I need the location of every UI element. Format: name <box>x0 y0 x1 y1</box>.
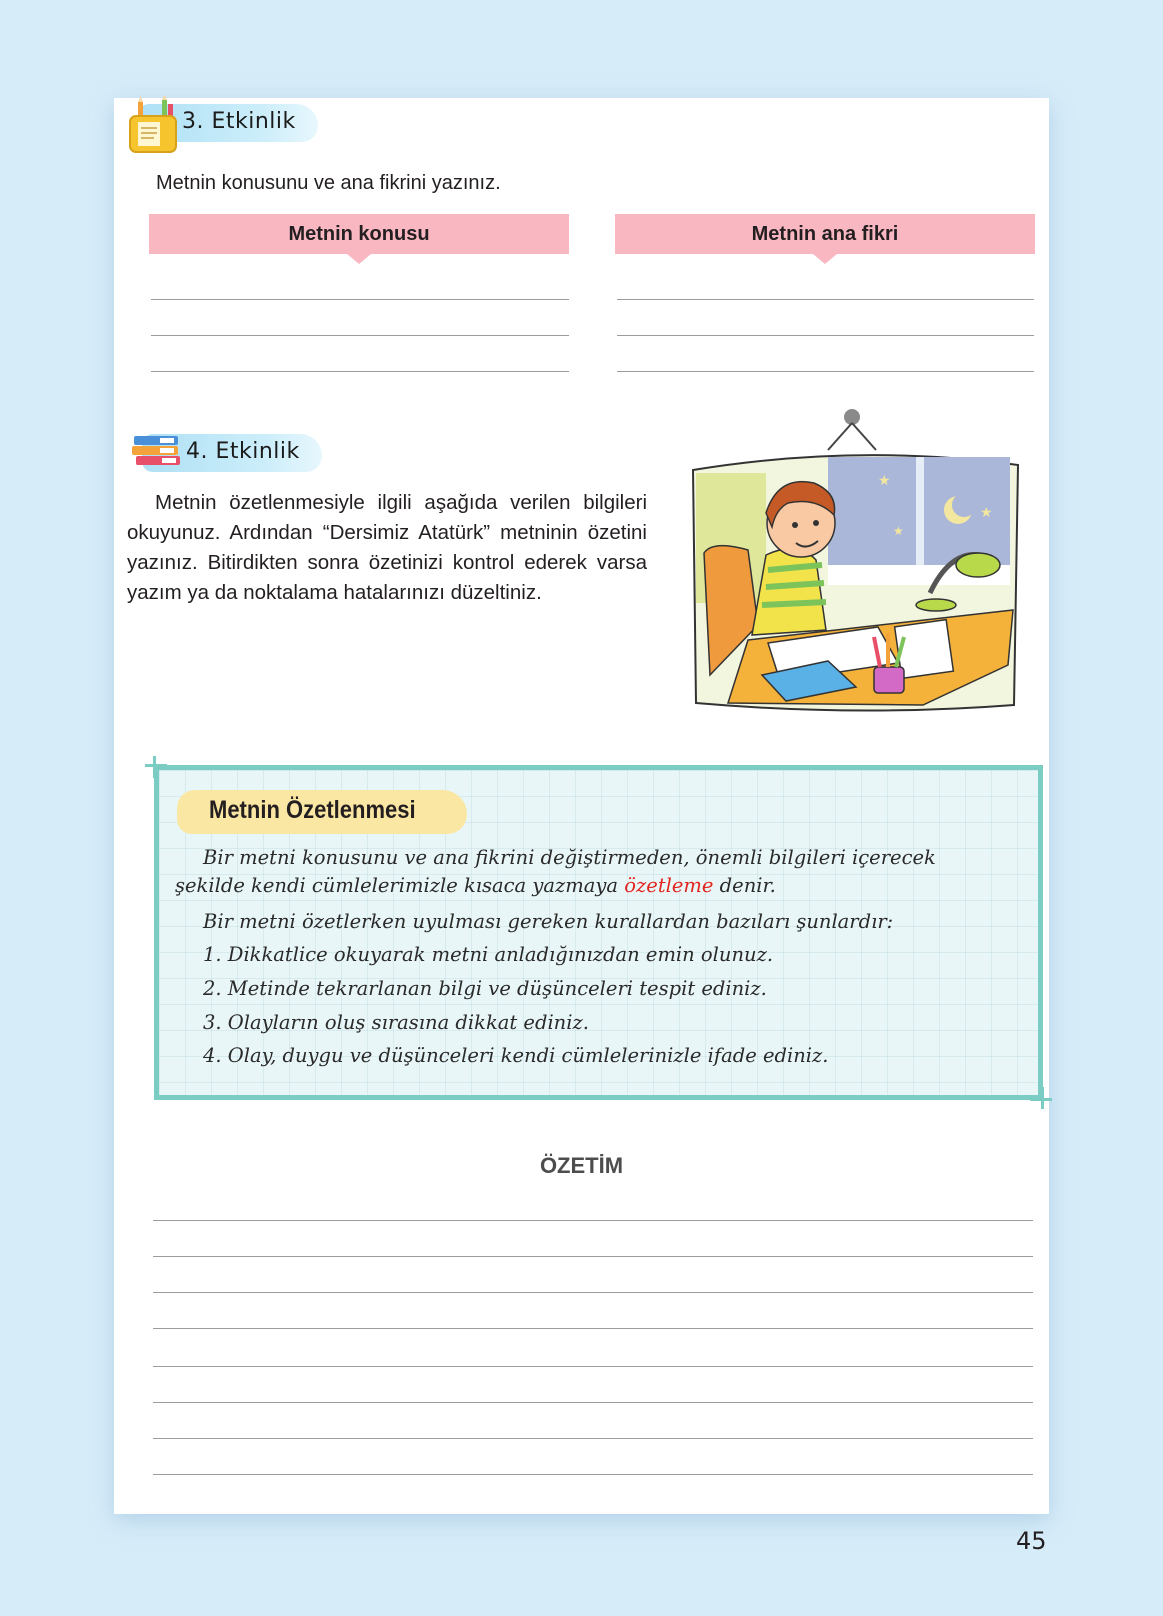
boy-studying-illustration <box>688 405 1028 720</box>
pencil-cup-icon <box>126 96 186 156</box>
topic-writing-line[interactable] <box>151 299 569 300</box>
activity-3-instruction: Metnin konusunu ve ana fikrini yazınız. <box>156 172 501 194</box>
summary-writing-line[interactable] <box>153 1438 1033 1439</box>
frame-tick <box>145 764 167 767</box>
summary-writing-line[interactable] <box>153 1402 1033 1403</box>
summary-writing-line[interactable] <box>153 1220 1033 1221</box>
topic-header: Metnin konusu <box>149 214 569 254</box>
rule-item: 1. Dikkatlice okuyarak metni anladığınızdan emin olunuz. <box>203 943 774 966</box>
svg-text:★: ★ <box>878 472 891 488</box>
rule-item: 3. Olayların oluş sırasına dikkat ediniz. <box>203 1011 589 1034</box>
definition-paragraph <box>175 844 975 900</box>
books-icon <box>130 426 190 478</box>
summary-writing-line[interactable] <box>153 1292 1033 1293</box>
activity-4-paragraph: Metnin özetlenmesiyle ilgili aşağıda verilen bilgileri okuyunuz. Ardından “Dersimiz Atatürk” metninin özetini yazınız. Bitirdikten sonra özetinizi kontrol ederek varsa yazım ya da noktalama hatalarınızı düzeltiniz. <box>127 491 647 604</box>
definition-keyword: özetleme <box>624 874 714 897</box>
page-number: 45 <box>1016 1527 1047 1555</box>
summary-writing-line[interactable] <box>153 1328 1033 1329</box>
main-idea-writing-line[interactable] <box>617 299 1034 300</box>
svg-text:★: ★ <box>893 524 904 538</box>
main-idea-header: Metnin ana fikri <box>615 214 1035 254</box>
summary-title: ÖZETİM <box>539 1153 624 1178</box>
main-idea-writing-line[interactable] <box>617 371 1034 372</box>
activity-3-badge <box>126 96 326 148</box>
summarizing-info-box <box>154 765 1043 1100</box>
definition-end: denir. <box>719 874 776 897</box>
info-box-title: Metnin Özetlenmesi <box>209 796 416 824</box>
activity-4-label: 4. Etkinlik <box>186 439 300 464</box>
frame-tick <box>1041 1087 1044 1109</box>
activity-3-label: 3. Etkinlik <box>182 109 296 134</box>
activity-4-badge <box>130 426 330 478</box>
main-idea-writing-line[interactable] <box>617 335 1034 336</box>
svg-text:★: ★ <box>980 504 993 520</box>
definition-text: Bir metni konusunu ve ana fikrini değiştirmeden, önemli bilgileri içerecek şekilde kendi cümlelerimizle kısaca yazmaya <box>175 846 936 897</box>
frame-tick <box>153 756 156 778</box>
summary-writing-line[interactable] <box>153 1256 1033 1257</box>
rule-item: 2. Metinde tekrarlanan bilgi ve düşünceleri tespit ediniz. <box>203 977 767 1000</box>
topic-writing-line[interactable] <box>151 335 569 336</box>
topic-writing-line[interactable] <box>151 371 569 372</box>
rules-intro: Bir metni özetlerken uyulması gereken kurallardan bazıları şunlardır: <box>203 910 894 933</box>
rule-item: 4. Olay, duygu ve düşünceleri kendi cümlelerinizle ifade ediniz. <box>203 1044 829 1067</box>
summary-writing-line[interactable] <box>153 1474 1033 1475</box>
summary-writing-line[interactable] <box>153 1366 1033 1367</box>
